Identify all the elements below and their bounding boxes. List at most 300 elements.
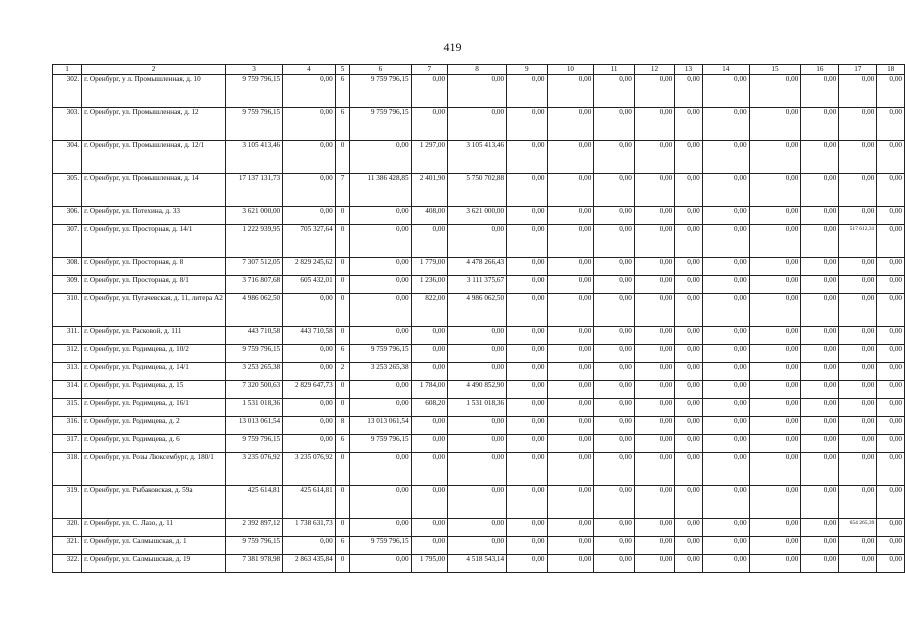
value-cell-c3: 9 759 796,15 <box>225 345 282 363</box>
value-cell-c8: 4 518 543,14 <box>448 555 507 573</box>
value-cell-c10: 0,00 <box>547 417 594 435</box>
value-cell-c10: 0,00 <box>547 294 594 327</box>
value-cell-c5: 0 <box>335 519 350 537</box>
row-number-cell: 308. <box>53 258 82 276</box>
value-cell-c11: 0,00 <box>594 537 634 555</box>
value-cell-c17: 0,00 <box>839 345 877 363</box>
value-cell-c14: 0,00 <box>702 435 749 453</box>
value-cell-c3: 3 235 076,92 <box>225 453 282 486</box>
value-cell-c9: 0,00 <box>507 225 547 258</box>
address-cell: г. Оренбург, ул. Рыбаковская, д. 59а <box>82 486 226 519</box>
value-cell-c12: 0,00 <box>634 108 674 141</box>
address-cell: г. Оренбург, ул. Промышленная, д. 14 <box>82 174 226 207</box>
value-cell-c17: 0,00 <box>839 327 877 345</box>
value-cell-c14: 0,00 <box>702 555 749 573</box>
value-cell-c9: 0,00 <box>507 327 547 345</box>
value-cell-c17: 0,00 <box>839 399 877 417</box>
value-cell-c13: 0,00 <box>675 108 703 141</box>
value-cell-c9: 0,00 <box>507 417 547 435</box>
value-cell-c10: 0,00 <box>547 258 594 276</box>
value-cell-c11: 0,00 <box>594 345 634 363</box>
column-header-2: 2 <box>82 65 226 75</box>
value-cell-c10: 0,00 <box>547 435 594 453</box>
value-cell-c6: 9 759 796,15 <box>350 108 411 141</box>
value-cell-c18: 0,00 <box>877 519 905 537</box>
value-cell-c15: 0,00 <box>749 453 801 486</box>
value-cell-c12: 0,00 <box>634 486 674 519</box>
address-cell: г. Оренбург, ул. Потехина, д. 33 <box>82 207 226 225</box>
value-cell-c6: 0,00 <box>350 258 411 276</box>
value-cell-c5: 6 <box>335 435 350 453</box>
row-number-cell: 307. <box>53 225 82 258</box>
row-number-cell: 303. <box>53 108 82 141</box>
value-cell-c10: 0,00 <box>547 141 594 174</box>
value-cell-c14: 0,00 <box>702 141 749 174</box>
value-cell-c5: 8 <box>335 417 350 435</box>
value-cell-c18: 0,00 <box>877 486 905 519</box>
value-cell-c13: 0,00 <box>675 486 703 519</box>
table-row <box>53 258 905 276</box>
address-cell: г. Оренбург, ул. Промышленная, д. 12 <box>82 108 226 141</box>
value-cell-c5: 0 <box>335 207 350 225</box>
value-cell-c15: 0,00 <box>749 258 801 276</box>
value-cell-c10: 0,00 <box>547 327 594 345</box>
value-cell-c7: 0,00 <box>411 327 447 345</box>
value-cell-c7: 408,00 <box>411 207 447 225</box>
value-cell-c9: 0,00 <box>507 453 547 486</box>
value-cell-c11: 0,00 <box>594 276 634 294</box>
address-cell: г. Оренбург, ул. Родимцева, д. 14/1 <box>82 363 226 381</box>
value-cell-c5: 6 <box>335 108 350 141</box>
value-cell-c17: 0,00 <box>839 537 877 555</box>
value-cell-c16: 0,00 <box>801 327 839 345</box>
value-cell-c12: 0,00 <box>634 453 674 486</box>
value-cell-c5: 0 <box>335 486 350 519</box>
value-cell-c4: 443 710,58 <box>283 327 336 345</box>
value-cell-c10: 0,00 <box>547 399 594 417</box>
table-row <box>53 327 905 345</box>
table-row <box>53 75 905 108</box>
value-cell-c9: 0,00 <box>507 108 547 141</box>
value-cell-c9: 0,00 <box>507 363 547 381</box>
value-cell-c12: 0,00 <box>634 555 674 573</box>
value-cell-c5: 0 <box>335 381 350 399</box>
value-cell-c7: 0,00 <box>411 345 447 363</box>
value-cell-c18: 0,00 <box>877 345 905 363</box>
value-cell-c4: 0,00 <box>283 537 336 555</box>
value-cell-c14: 0,00 <box>702 381 749 399</box>
value-cell-c4: 425 614,81 <box>283 486 336 519</box>
value-cell-c16: 0,00 <box>801 363 839 381</box>
value-cell-c4: 0,00 <box>283 417 336 435</box>
value-cell-c15: 0,00 <box>749 276 801 294</box>
value-cell-c5: 6 <box>335 75 350 108</box>
column-header-9: 9 <box>507 65 547 75</box>
value-cell-c18: 0,00 <box>877 276 905 294</box>
value-cell-c13: 0,00 <box>675 141 703 174</box>
value-cell-c6: 0,00 <box>350 327 411 345</box>
value-cell-c7: 1 779,00 <box>411 258 447 276</box>
value-cell-c18: 0,00 <box>877 435 905 453</box>
value-cell-c12: 0,00 <box>634 276 674 294</box>
value-cell-c7: 1 784,00 <box>411 381 447 399</box>
value-cell-c4: 0,00 <box>283 207 336 225</box>
table-row <box>53 207 905 225</box>
row-number-cell: 314. <box>53 381 82 399</box>
value-cell-c17: 0,00 <box>839 141 877 174</box>
value-cell-c17: 0,00 <box>839 207 877 225</box>
value-cell-c18: 0,00 <box>877 174 905 207</box>
value-cell-c11: 0,00 <box>594 519 634 537</box>
value-cell-c5: 0 <box>335 327 350 345</box>
value-cell-c10: 0,00 <box>547 108 594 141</box>
value-cell-c5: 0 <box>335 399 350 417</box>
value-cell-c5: 0 <box>335 225 350 258</box>
table-row <box>53 294 905 327</box>
value-cell-c8: 3 621 000,00 <box>448 207 507 225</box>
value-cell-c8: 0,00 <box>448 486 507 519</box>
value-cell-c8: 0,00 <box>448 537 507 555</box>
value-cell-c17: 0,00 <box>839 417 877 435</box>
value-cell-c9: 0,00 <box>507 381 547 399</box>
value-cell-c8: 0,00 <box>448 345 507 363</box>
row-number-cell: 320. <box>53 519 82 537</box>
table-row <box>53 435 905 453</box>
value-cell-c14: 0,00 <box>702 486 749 519</box>
value-cell-c9: 0,00 <box>507 258 547 276</box>
table-row <box>53 519 905 537</box>
table-row <box>53 555 905 573</box>
value-cell-c12: 0,00 <box>634 435 674 453</box>
value-cell-c12: 0,00 <box>634 207 674 225</box>
value-cell-c4: 2 863 435,84 <box>283 555 336 573</box>
value-cell-c17: 0,00 <box>839 174 877 207</box>
value-cell-c10: 0,00 <box>547 381 594 399</box>
value-cell-c3: 4 986 062,50 <box>225 294 282 327</box>
value-cell-c11: 0,00 <box>594 327 634 345</box>
value-cell-c15: 0,00 <box>749 207 801 225</box>
value-cell-c13: 0,00 <box>675 381 703 399</box>
value-cell-c7: 0,00 <box>411 453 447 486</box>
value-cell-c7: 1 297,00 <box>411 141 447 174</box>
value-cell-c15: 0,00 <box>749 555 801 573</box>
value-cell-c13: 0,00 <box>675 555 703 573</box>
value-cell-c16: 0,00 <box>801 435 839 453</box>
value-cell-c5: 0 <box>335 276 350 294</box>
value-cell-c12: 0,00 <box>634 225 674 258</box>
value-cell-c13: 0,00 <box>675 294 703 327</box>
value-cell-c17: 0,00 <box>839 435 877 453</box>
value-cell-c6: 0,00 <box>350 555 411 573</box>
value-cell-c18: 0,00 <box>877 399 905 417</box>
value-cell-c9: 0,00 <box>507 399 547 417</box>
value-cell-c17: 0,00 <box>839 486 877 519</box>
address-cell: г. Оренбург, ул. Родимцева, д. 6 <box>82 435 226 453</box>
table-header-row <box>53 65 905 75</box>
value-cell-c16: 0,00 <box>801 75 839 108</box>
value-cell-c7: 0,00 <box>411 108 447 141</box>
value-cell-c6: 0,00 <box>350 399 411 417</box>
value-cell-c6: 0,00 <box>350 225 411 258</box>
table-row <box>53 276 905 294</box>
row-number-cell: 310. <box>53 294 82 327</box>
address-cell: г. Оренбург, ул. Родимцева, д. 2 <box>82 417 226 435</box>
value-cell-c13: 0,00 <box>675 75 703 108</box>
value-cell-c4: 2 829 245,62 <box>283 258 336 276</box>
value-cell-c12: 0,00 <box>634 345 674 363</box>
value-cell-c16: 0,00 <box>801 486 839 519</box>
value-cell-c15: 0,00 <box>749 294 801 327</box>
value-cell-c18: 0,00 <box>877 75 905 108</box>
value-cell-c8: 0,00 <box>448 225 507 258</box>
address-cell: г. Оренбург, ул. Промышленная, д. 12/1 <box>82 141 226 174</box>
value-cell-c8: 0,00 <box>448 108 507 141</box>
row-number-cell: 315. <box>53 399 82 417</box>
value-cell-c3: 425 614,81 <box>225 486 282 519</box>
value-cell-c13: 0,00 <box>675 417 703 435</box>
table-row <box>53 108 905 141</box>
value-cell-c15: 0,00 <box>749 435 801 453</box>
value-cell-c4: 0,00 <box>283 294 336 327</box>
value-cell-c8: 0,00 <box>448 327 507 345</box>
address-cell: г. Оренбург, ул. Родимцева, д. 16/1 <box>82 399 226 417</box>
value-cell-c18: 0,00 <box>877 555 905 573</box>
value-cell-c17: 0,00 <box>839 555 877 573</box>
row-number-cell: 319. <box>53 486 82 519</box>
row-number-cell: 313. <box>53 363 82 381</box>
value-cell-c11: 0,00 <box>594 225 634 258</box>
table-row <box>53 225 905 258</box>
value-cell-c5: 0 <box>335 555 350 573</box>
value-cell-c13: 0,00 <box>675 276 703 294</box>
value-cell-c5: 0 <box>335 453 350 486</box>
value-cell-c8: 3 111 375,67 <box>448 276 507 294</box>
value-cell-c3: 9 759 796,15 <box>225 537 282 555</box>
row-number-cell: 311. <box>53 327 82 345</box>
table-row <box>53 486 905 519</box>
value-cell-c11: 0,00 <box>594 486 634 519</box>
value-cell-c3: 3 253 265,38 <box>225 363 282 381</box>
value-cell-c15: 0,00 <box>749 75 801 108</box>
value-cell-c12: 0,00 <box>634 75 674 108</box>
value-cell-c14: 0,00 <box>702 207 749 225</box>
value-cell-c3: 2 392 897,12 <box>225 519 282 537</box>
value-cell-c4: 2 829 647,73 <box>283 381 336 399</box>
value-cell-c8: 0,00 <box>448 435 507 453</box>
value-cell-c4: 0,00 <box>283 399 336 417</box>
value-cell-c14: 0,00 <box>702 108 749 141</box>
value-cell-c14: 0,00 <box>702 519 749 537</box>
value-cell-c13: 0,00 <box>675 258 703 276</box>
value-cell-c7: 822,00 <box>411 294 447 327</box>
value-cell-c18: 0,00 <box>877 537 905 555</box>
value-cell-c13: 0,00 <box>675 453 703 486</box>
value-cell-c18: 0,00 <box>877 417 905 435</box>
column-header-5: 5 <box>335 65 350 75</box>
value-cell-c7: 0,00 <box>411 75 447 108</box>
value-cell-c16: 0,00 <box>801 417 839 435</box>
value-cell-c13: 0,00 <box>675 363 703 381</box>
column-header-13: 13 <box>675 65 703 75</box>
address-cell: г. Оренбург, ул. Расковой, д. 111 <box>82 327 226 345</box>
value-cell-c18: 0,00 <box>877 108 905 141</box>
value-cell-c16: 0,00 <box>801 399 839 417</box>
value-cell-c8: 4 490 852,90 <box>448 381 507 399</box>
column-header-4: 4 <box>283 65 336 75</box>
value-cell-c14: 0,00 <box>702 258 749 276</box>
column-header-14: 14 <box>702 65 749 75</box>
value-cell-c14: 0,00 <box>702 363 749 381</box>
value-cell-c3: 3 621 000,00 <box>225 207 282 225</box>
value-cell-c16: 0,00 <box>801 294 839 327</box>
row-number-cell: 312. <box>53 345 82 363</box>
value-cell-c13: 0,00 <box>675 174 703 207</box>
column-header-1: 1 <box>53 65 82 75</box>
row-number-cell: 316. <box>53 417 82 435</box>
value-cell-c3: 17 137 131,73 <box>225 174 282 207</box>
value-cell-c15: 0,00 <box>749 141 801 174</box>
value-cell-c4: 705 327,64 <box>283 225 336 258</box>
value-cell-c8: 0,00 <box>448 519 507 537</box>
value-cell-c16: 0,00 <box>801 141 839 174</box>
value-cell-c11: 0,00 <box>594 207 634 225</box>
value-cell-c12: 0,00 <box>634 381 674 399</box>
value-cell-c16: 0,00 <box>801 555 839 573</box>
row-number-cell: 309. <box>53 276 82 294</box>
value-cell-c6: 0,00 <box>350 294 411 327</box>
value-cell-c17: 0,00 <box>839 453 877 486</box>
column-header-17: 17 <box>839 65 877 75</box>
value-cell-c17: 0,00 <box>839 276 877 294</box>
value-cell-c10: 0,00 <box>547 519 594 537</box>
value-cell-c13: 0,00 <box>675 327 703 345</box>
value-cell-c11: 0,00 <box>594 555 634 573</box>
table-row <box>53 453 905 486</box>
value-cell-c7: 0,00 <box>411 519 447 537</box>
value-cell-c17: 654 265,39 <box>839 519 877 537</box>
address-cell: г. Оренбург, у л. Промышленная, д. 10 <box>82 75 226 108</box>
column-header-6: 6 <box>350 65 411 75</box>
column-header-15: 15 <box>749 65 801 75</box>
value-cell-c9: 0,00 <box>507 435 547 453</box>
value-cell-c3: 9 759 796,15 <box>225 435 282 453</box>
value-cell-c18: 0,00 <box>877 258 905 276</box>
value-cell-c11: 0,00 <box>594 294 634 327</box>
address-cell: г. Оренбург, ул. Просторная, д. 8/1 <box>82 276 226 294</box>
value-cell-c6: 9 759 796,15 <box>350 537 411 555</box>
value-cell-c16: 0,00 <box>801 225 839 258</box>
address-cell: г. Оренбург, ул. Родимцева, д. 10/2 <box>82 345 226 363</box>
value-cell-c14: 0,00 <box>702 276 749 294</box>
value-cell-c8: 0,00 <box>448 363 507 381</box>
address-cell: г. Оренбург, ул. Родимцева, д. 15 <box>82 381 226 399</box>
table-row <box>53 381 905 399</box>
column-header-10: 10 <box>547 65 594 75</box>
value-cell-c4: 3 235 076,92 <box>283 453 336 486</box>
value-cell-c18: 0,00 <box>877 225 905 258</box>
value-cell-c5: 7 <box>335 174 350 207</box>
value-cell-c10: 0,00 <box>547 75 594 108</box>
value-cell-c16: 0,00 <box>801 381 839 399</box>
value-cell-c11: 0,00 <box>594 363 634 381</box>
value-cell-c12: 0,00 <box>634 294 674 327</box>
value-cell-c11: 0,00 <box>594 108 634 141</box>
value-cell-c4: 0,00 <box>283 435 336 453</box>
value-cell-c10: 0,00 <box>547 225 594 258</box>
value-cell-c3: 9 759 796,15 <box>225 75 282 108</box>
value-cell-c5: 0 <box>335 141 350 174</box>
value-cell-c10: 0,00 <box>547 276 594 294</box>
value-cell-c14: 0,00 <box>702 399 749 417</box>
value-cell-c6: 0,00 <box>350 486 411 519</box>
address-cell: г. Оренбург, ул. Салмышская, д. 19 <box>82 555 226 573</box>
value-cell-c16: 0,00 <box>801 276 839 294</box>
value-cell-c15: 0,00 <box>749 225 801 258</box>
value-cell-c14: 0,00 <box>702 417 749 435</box>
column-header-7: 7 <box>411 65 447 75</box>
column-header-12: 12 <box>634 65 674 75</box>
value-cell-c6: 9 759 796,15 <box>350 75 411 108</box>
value-cell-c15: 0,00 <box>749 345 801 363</box>
value-cell-c11: 0,00 <box>594 174 634 207</box>
value-cell-c10: 0,00 <box>547 174 594 207</box>
table-row <box>53 174 905 207</box>
value-cell-c9: 0,00 <box>507 519 547 537</box>
value-cell-c6: 3 253 265,38 <box>350 363 411 381</box>
value-cell-c3: 3 716 807,68 <box>225 276 282 294</box>
value-cell-c12: 0,00 <box>634 258 674 276</box>
row-number-cell: 322. <box>53 555 82 573</box>
value-cell-c11: 0,00 <box>594 435 634 453</box>
value-cell-c6: 0,00 <box>350 453 411 486</box>
value-cell-c7: 0,00 <box>411 435 447 453</box>
value-cell-c15: 0,00 <box>749 519 801 537</box>
value-cell-c14: 0,00 <box>702 174 749 207</box>
value-cell-c9: 0,00 <box>507 75 547 108</box>
value-cell-c15: 0,00 <box>749 417 801 435</box>
value-cell-c4: 0,00 <box>283 141 336 174</box>
table-row <box>53 537 905 555</box>
value-cell-c12: 0,00 <box>634 141 674 174</box>
page-number: 419 <box>443 40 462 54</box>
value-cell-c13: 0,00 <box>675 345 703 363</box>
row-number-cell: 305. <box>53 174 82 207</box>
value-cell-c10: 0,00 <box>547 363 594 381</box>
value-cell-c14: 0,00 <box>702 453 749 486</box>
value-cell-c8: 0,00 <box>448 453 507 486</box>
value-cell-c13: 0,00 <box>675 225 703 258</box>
value-cell-c12: 0,00 <box>634 399 674 417</box>
value-cell-c9: 0,00 <box>507 207 547 225</box>
value-cell-c16: 0,00 <box>801 519 839 537</box>
value-cell-c11: 0,00 <box>594 381 634 399</box>
value-cell-c9: 0,00 <box>507 537 547 555</box>
value-cell-c12: 0,00 <box>634 519 674 537</box>
address-cell: г. Оренбург, ул. Пугачевская, д. 11, литера А2 <box>82 294 226 327</box>
value-cell-c11: 0,00 <box>594 75 634 108</box>
value-cell-c7: 2 401,90 <box>411 174 447 207</box>
value-cell-c6: 13 013 061,54 <box>350 417 411 435</box>
value-cell-c9: 0,00 <box>507 294 547 327</box>
value-cell-c9: 0,00 <box>507 345 547 363</box>
value-cell-c4: 0,00 <box>283 108 336 141</box>
value-cell-c8: 0,00 <box>448 417 507 435</box>
value-cell-c16: 0,00 <box>801 453 839 486</box>
value-cell-c17: 0,00 <box>839 108 877 141</box>
value-cell-c18: 0,00 <box>877 207 905 225</box>
value-cell-c9: 0,00 <box>507 276 547 294</box>
value-cell-c6: 9 759 796,15 <box>350 345 411 363</box>
